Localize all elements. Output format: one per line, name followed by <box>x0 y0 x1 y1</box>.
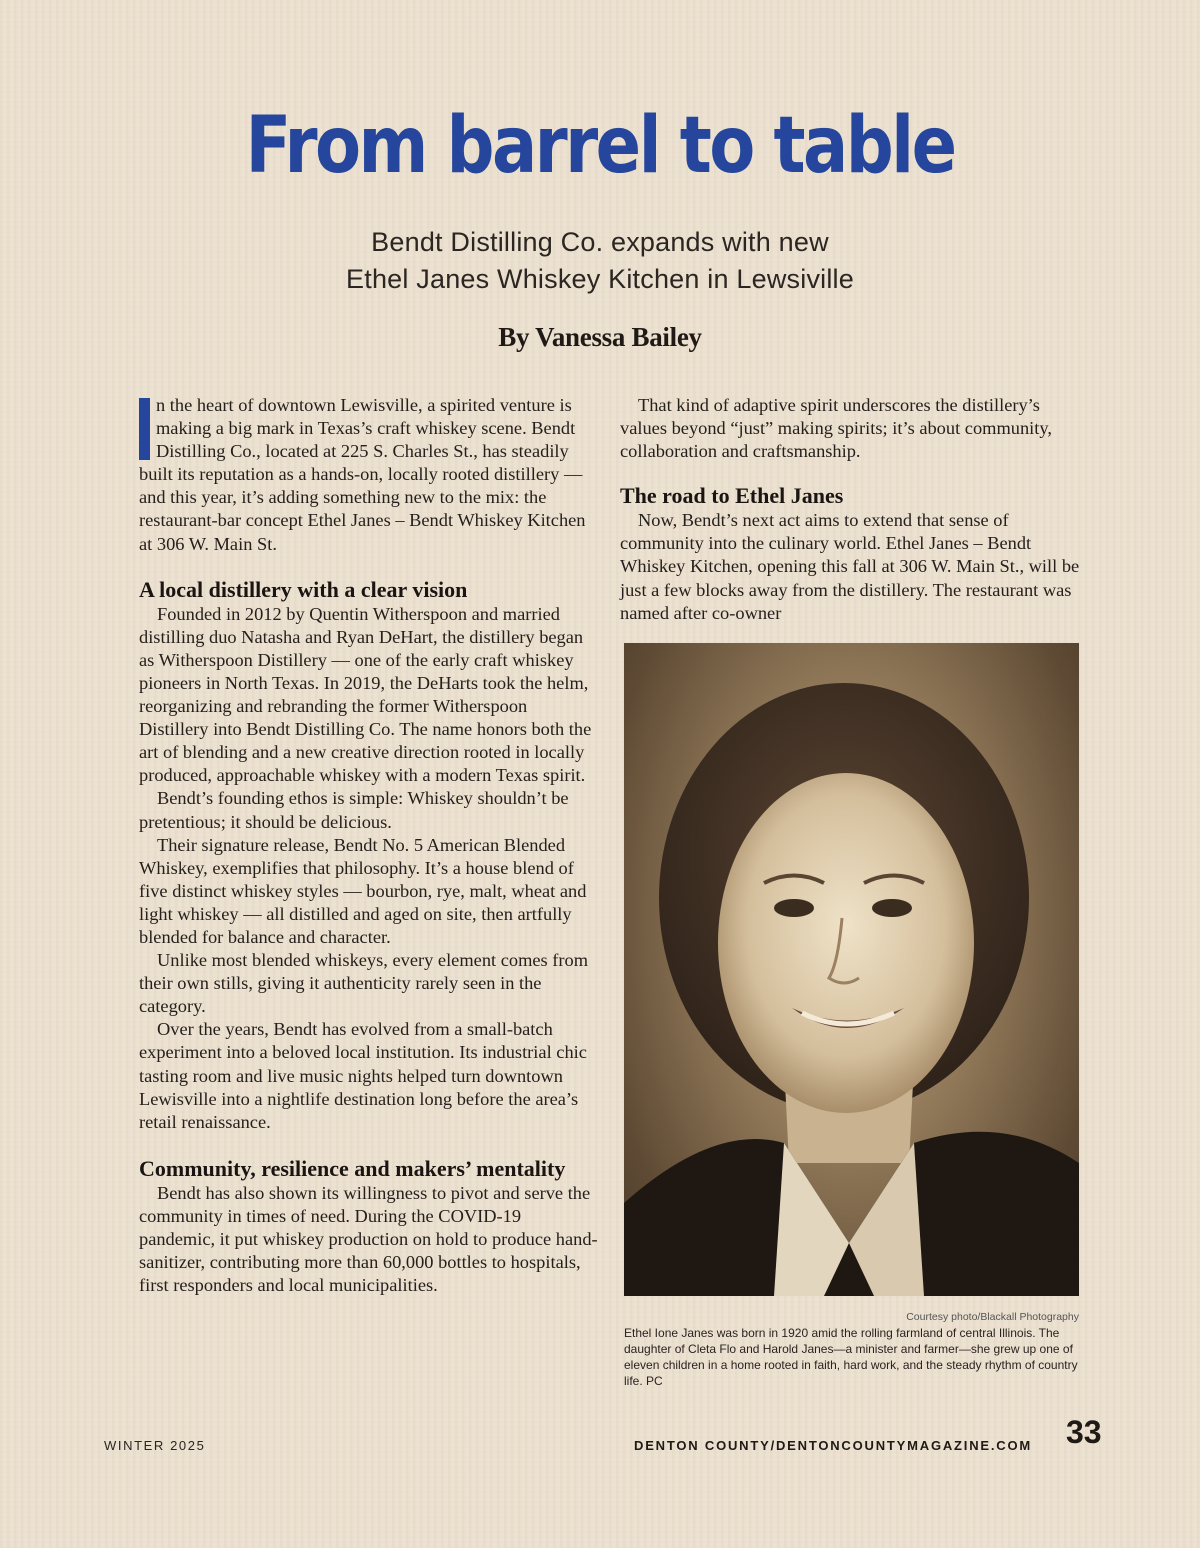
body-paragraph: Over the years, Bendt has evolved from a small-batch experiment into a beloved local institution. Its industrial chic tasting room and live music nights helped turn downtown Lewisville into a nightlife destination long before the area’s retail renaissance. <box>139 1019 587 1132</box>
body-paragraph: Their signature release, Bendt No. 5 American Blended Whiskey, exemplifies that philosophy. It’s a house blend of five distinct whiskey styles — bourbon, rye, malt, wheat and light whiskey — all distilled and aged on site, then artfully blended for balance and character. <box>139 834 587 947</box>
body-paragraph: Bendt’s founding ethos is simple: Whiskey shouldn’t be pretentious; it should be delicious. <box>139 788 569 832</box>
page-number: 33 <box>1066 1414 1102 1450</box>
section-heading-road: The road to Ethel Janes <box>620 483 844 509</box>
byline: By Vanessa Bailey <box>498 322 702 352</box>
issue-label: WINTER 2025 <box>104 1438 206 1453</box>
left-column <box>139 394 601 1297</box>
subheadline-line-1: Bendt Distilling Co. expands with new <box>371 227 829 257</box>
photo-caption: Ethel Ione Janes was born in 1920 amid the rolling farmland of central Illinois. The daughter of Cleta Flo and Harold Janes—a minister and farmer—she grew up one of eleven children in a home rooted in faith, hard work, and the steady rhythm of country life. PC <box>624 1326 1078 1388</box>
body-paragraph: Now, Bendt’s next act aims to extend that sense of community into the culinary world. Ethel Janes – Bendt Whiskey Kitchen, opening this fall at 306 W. Main St., will be just a few blocks away from the distillery. The restaurant was named after co-owner <box>620 510 1080 623</box>
subheadline-line-2: Ethel Janes Whiskey Kitchen in Lewsiville <box>346 264 854 294</box>
section-heading-vision: A local distillery with a clear vision <box>139 576 468 602</box>
headline: From barrel to table <box>245 101 955 191</box>
intro-text: n the heart of downtown Lewisville, a spirited venture is making a big mark in Texas’s craft whiskey scene. Bendt Distilling Co., located at 225 S. Charles St., has steadily built its reputation as a hands-on, locally rooted distillery — and this year, it’s adding something new to the mix: the restaurant-bar concept Ethel Janes – Bendt Whiskey Kitchen at 306 W. Main St. <box>139 395 586 554</box>
body-paragraph: Unlike most blended whiskeys, every element comes from their own stills, giving it authenticity rarely seen in the category. <box>139 950 589 1017</box>
portrait-illustration <box>624 643 1079 1296</box>
body-paragraph: Founded in 2012 by Quentin Witherspoon and married distilling duo Natasha and Ryan DeHart, the distillery began as Witherspoon Distillery — one of the early craft whiskey pioneers in North Texas. In 2019, the DeHarts took the helm, reorganizing and rebranding the former Witherspoon Distillery into Bendt Distilling Co. The name honors both the art of blending and a new creative direction rooted in locally produced, approachable whiskey with a modern Texas spirit. <box>139 603 592 786</box>
face-shape <box>718 773 974 1113</box>
body-paragraph: That kind of adaptive spirit underscores the distillery’s values beyond “just” making spirits; it’s about community, collaboration and craftsmanship. <box>620 395 1052 462</box>
intro-paragraph <box>139 394 601 556</box>
publication-label: DENTON COUNTY/DENTONCOUNTYMAGAZINE.COM <box>634 1438 1032 1453</box>
section-heading-community: Community, resilience and makers’ mentality <box>139 1155 566 1181</box>
drop-cap <box>139 398 150 460</box>
body-paragraph: Bendt has also shown its willingness to pivot and serve the community in times of need. During the COVID-19 pandemic, it put whiskey production on hold to produce hand-sanitizer, contributing more than 60,000 bottles to hospitals, first responders and local municipalities. <box>139 1182 598 1296</box>
subheadline <box>0 224 1200 298</box>
portrait-photo <box>624 643 1079 1296</box>
right-column <box>620 394 1080 625</box>
left-eye <box>774 899 814 917</box>
photo-credit: Courtesy photo/Blackall Photography <box>906 1311 1079 1323</box>
right-eye <box>872 899 912 917</box>
